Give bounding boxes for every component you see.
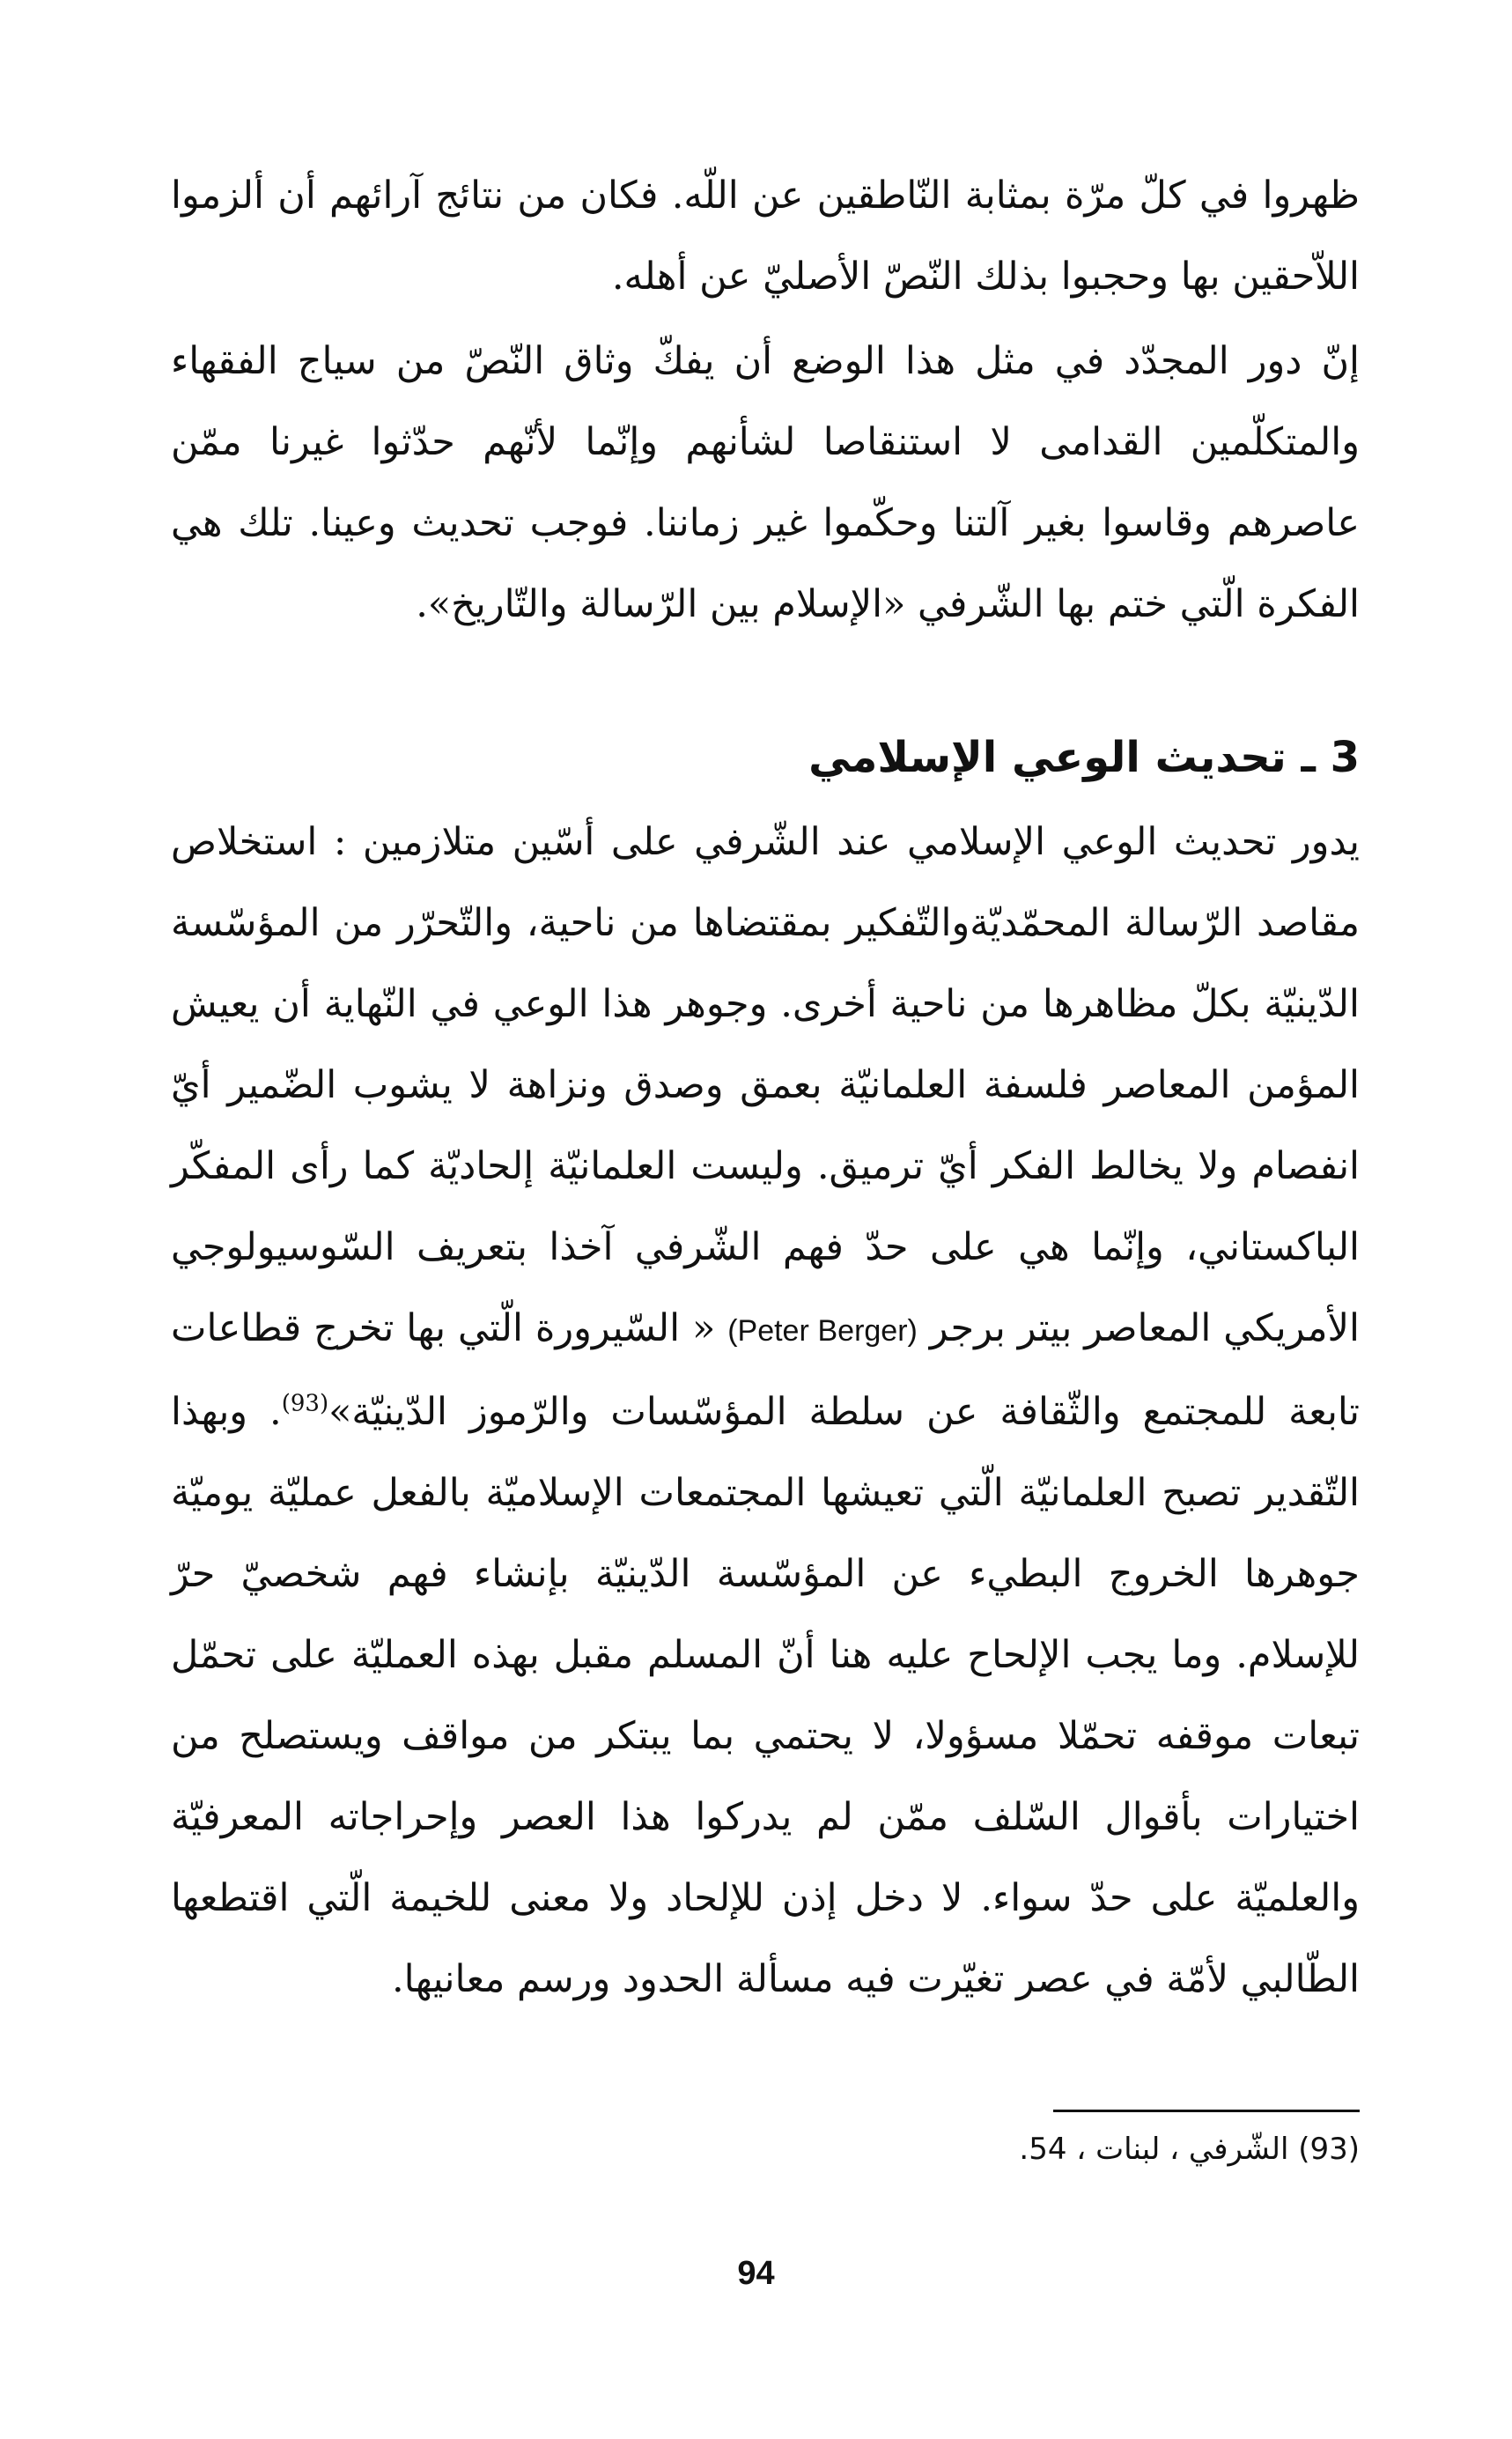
footnote-divider: [1053, 2110, 1360, 2112]
paragraph-part-a: يدور تحديث الوعي الإسلامي عند الشّرفي على أسّين متلازمين : استخلاص مقاصد الرّسالة المحمّديّةوالتّفكير بمقتضاها من ناحية، والتّحرّر من المؤسّسة الدّينيّة بكلّ مظاهرها من ناحية أخرى. وجوهر هذا الوعي في النّهاية أن يعيش المؤمن المعاصر فلسفة العلمانيّة بعمق وصدق ونزاهة لا يشوب الضّمير أيّ انفصام ولا يخالط الفكر أيّ ترميق. وليست العلمانيّة إلحاديّة كما رأى المفكّر الباكستاني، وإنّما هي على حدّ فهم الشّرفي آخذا بتعريف السّوسيولوجي الأمريكي المعاصر بيتر برجر: [171, 820, 1361, 1350]
page-number: 94: [737, 2255, 775, 2292]
section-heading: 3 ـ تحديث الوعي الإسلامي: [808, 733, 1360, 782]
paragraph-renewer-role: إنّ دور المجدّد في مثل هذا الوضع أن يفكّ وثاق النّصّ من سياج الفقهاء والمتكلّمين القدامى لا استنقاصا لشأنهم وإنّما لأنّهم حدّثوا غيرنا ممّن عاصرهم وقاسوا بغير آلتنا وحكّموا غير زماننا. فوجب تحديث وعينا. تلك هي الفكرة الّتي ختم بها الشّرفي «الإسلام بين الرّسالة والتّاريخ».: [171, 339, 1360, 626]
footnote-reference[interactable]: (93): [281, 1390, 329, 1417]
footnote: (93) الشّرفي ، لبنات ، 54.: [1019, 2132, 1360, 2167]
paragraph-part-c: . وبهذا التّقدير تصبح العلمانيّة الّتي تعيشها المجتمعات الإسلاميّة بالفعل عمليّة يوميّة جوهرها الخروج البطيء عن المؤسّسة الدّينيّة بإنشاء فهم شخصيّ حرّ للإسلام. وما يجب الإلحاح عليه هنا أنّ المسلم مقبل بهذه العمليّة على تحمّل تبعات موقفه تحمّلا مسؤولا، لا يحتمي بما يبتكر من مواقف ويستصلح من اختيارات بأقوال السّلف ممّن لم يدركوا هذا العصر وإحراجاته المعرفيّة والعلميّة على حدّ سواء. لا دخل إذن للإلحاد ولا معنى للخيمة الّتي اقتطعها الطّالبي لأمّة في عصر تغيّرت فيه مسألة الحدود ورسم معانيها.: [171, 1390, 1360, 2001]
paragraph-part-b: « السّيرورة الّتي بها تخرج قطاعات تابعة للمجتمع والثّقافة عن سلطة المؤسّسات والرّموز الدّينيّة»: [171, 1306, 1360, 1434]
paragraph-intro-continuation: ظهروا في كلّ مرّة بمثابة النّاطقين عن اللّه. فكان من نتائج آرائهم أن ألزموا اللاّحقين بها وحجبوا بذلك النّصّ الأصليّ عن أهله.: [171, 174, 1360, 299]
paragraph-modernizing-awareness: [171, 802, 1360, 2020]
latin-name-peter-berger: (Peter Berger): [727, 1314, 918, 1348]
